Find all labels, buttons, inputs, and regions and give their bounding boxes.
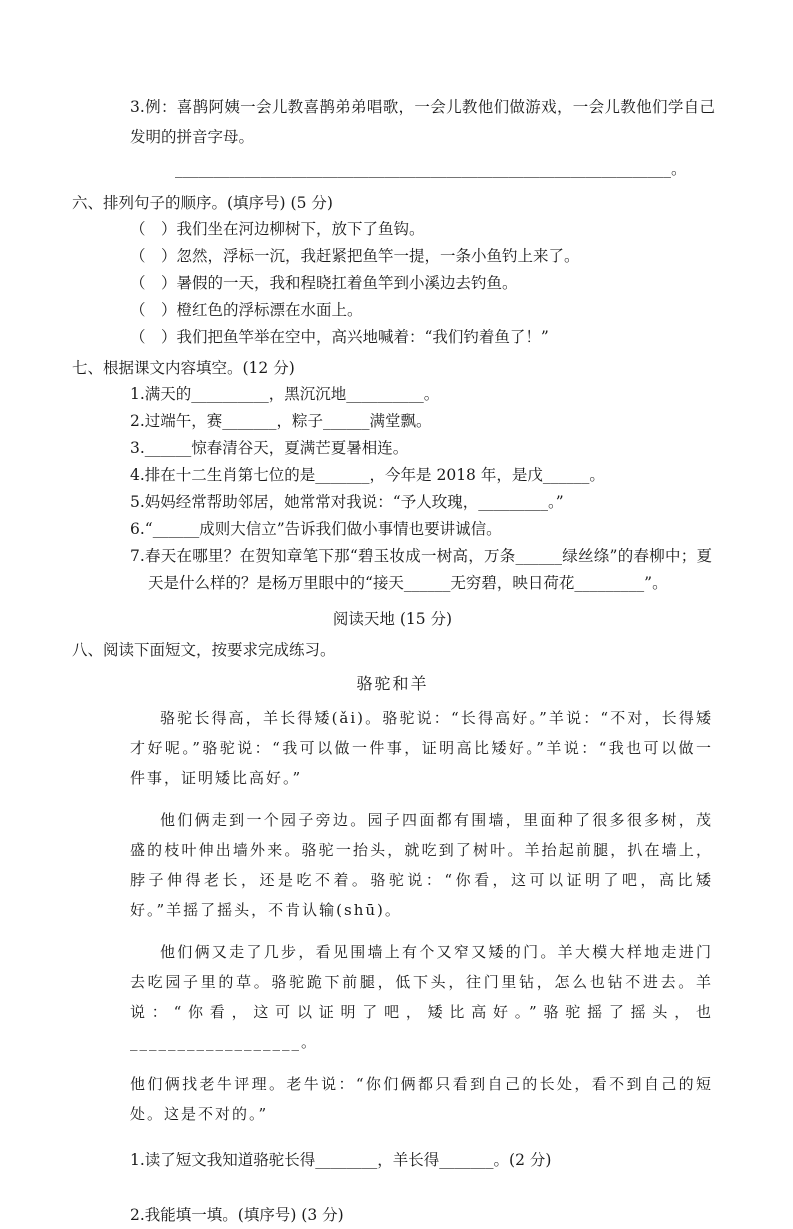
sequence-item-1: （ ）我们坐在河边柳树下，放下了鱼钩。 bbox=[130, 220, 425, 238]
section-6-heading: 六、排列句子的顺序。(填序号) (5 分) bbox=[72, 194, 333, 212]
reading-question-2: 2.我能填一填。(填序号) (3 分) bbox=[130, 1206, 344, 1224]
reading-section-banner: 阅读天地 (15 分) bbox=[332, 610, 453, 628]
passage-paragraph-2: 他们俩走到一个园子旁边。园子四面都有围墙，里面种了很多很多树，茂盛的枝叶伸出墙外来。骆驼一抬头，就吃到了树叶。羊抬起前腿，扒在墙上，脖子伸得老长，还是吃不着。骆驼说：“你看，这可以证明了吧，高比矮好。”羊摇了摇头，不肯认输(shū)。 bbox=[130, 811, 713, 919]
example-sentence-3: 3.例：喜鹊阿姨一会儿教喜鹊弟弟唱歌，一会儿教他们做游戏，一会儿教他们学自己发明的拼音字母。 bbox=[130, 98, 715, 146]
fill-blank-item-6: 6.“______成则大信立”告诉我们做小事情也要讲诚信。 bbox=[130, 520, 502, 538]
fill-blank-item-2: 2.过端午，赛_______，粽子______满堂飘。 bbox=[130, 412, 432, 430]
example-3-answer-line: ________________________________________________________________。 bbox=[175, 160, 687, 178]
passage-paragraph-4: 他们俩找老牛评理。老牛说：“你们俩都只看到自己的长处，看不到自己的短处。这是不对的。” bbox=[130, 1075, 713, 1123]
section-6-items bbox=[130, 216, 713, 351]
sequence-item-2: （ ）忽然，浮标一沉，我赶紧把鱼竿一提，一条小鱼钓上来了。 bbox=[130, 247, 580, 265]
section-7-heading: 七、根据课文内容填空。(12 分) bbox=[72, 359, 295, 377]
sequence-item-5: （ ）我们把鱼竿举在空中，高兴地喊着：“我们钓着鱼了！” bbox=[130, 328, 549, 346]
fill-blank-item-1: 1.满天的__________，黑沉沉地__________。 bbox=[130, 385, 440, 403]
fill-blank-item-4: 4.排在十二生肖第七位的是_______，今年是 2018 年，是戊______。 bbox=[130, 466, 605, 484]
passage-paragraph-1: 骆驼长得高，羊长得矮(ǎi)。骆驼说：“长得高好。”羊说：“不对，长得矮才好呢。”骆驼说：“我可以做一件事，证明高比矮好。”羊说：“我也可以做一件事，证明矮比高好。” bbox=[130, 709, 713, 787]
passage-paragraph-3: 他们俩又走了几步，看见围墙上有个又窄又矮的门。羊大模大样地走进门去吃园子里的草。骆驼跪下前腿，低下头，往门里钻，怎么也钻不进去。羊说：“你看，这可以证明了吧，矮比高好。”骆驼摇了摇头，也__________________。 bbox=[130, 943, 713, 1051]
section-7-items bbox=[130, 381, 713, 597]
sequence-item-4: （ ）橙红色的浮标漂在水面上。 bbox=[130, 301, 363, 319]
fill-blank-item-7: 7.春天在哪里？在贺知章笔下那“碧玉妆成一树高，万条______绿丝绦”的春柳中；夏天是什么样的？是杨万里眼中的“接天______无穷碧，映日荷花_________”。 bbox=[130, 547, 712, 592]
fill-blank-item-3: 3.______惊春清谷天，夏满芒夏暑相连。 bbox=[130, 439, 409, 457]
passage-title: 骆驼和羊 bbox=[356, 674, 429, 693]
section-8-heading: 八、阅读下面短文，按要求完成练习。 bbox=[72, 641, 336, 659]
fill-blank-item-5: 5.妈妈经常帮助邻居，她常常对我说：“予人玫瑰，_________。” bbox=[130, 493, 564, 511]
reading-question-1: 1.读了短文我知道骆驼长得________，羊长得_______。(2 分) bbox=[130, 1151, 552, 1169]
sequence-item-3: （ ）暑假的一天，我和程晓扛着鱼竿到小溪边去钓鱼。 bbox=[130, 274, 518, 292]
